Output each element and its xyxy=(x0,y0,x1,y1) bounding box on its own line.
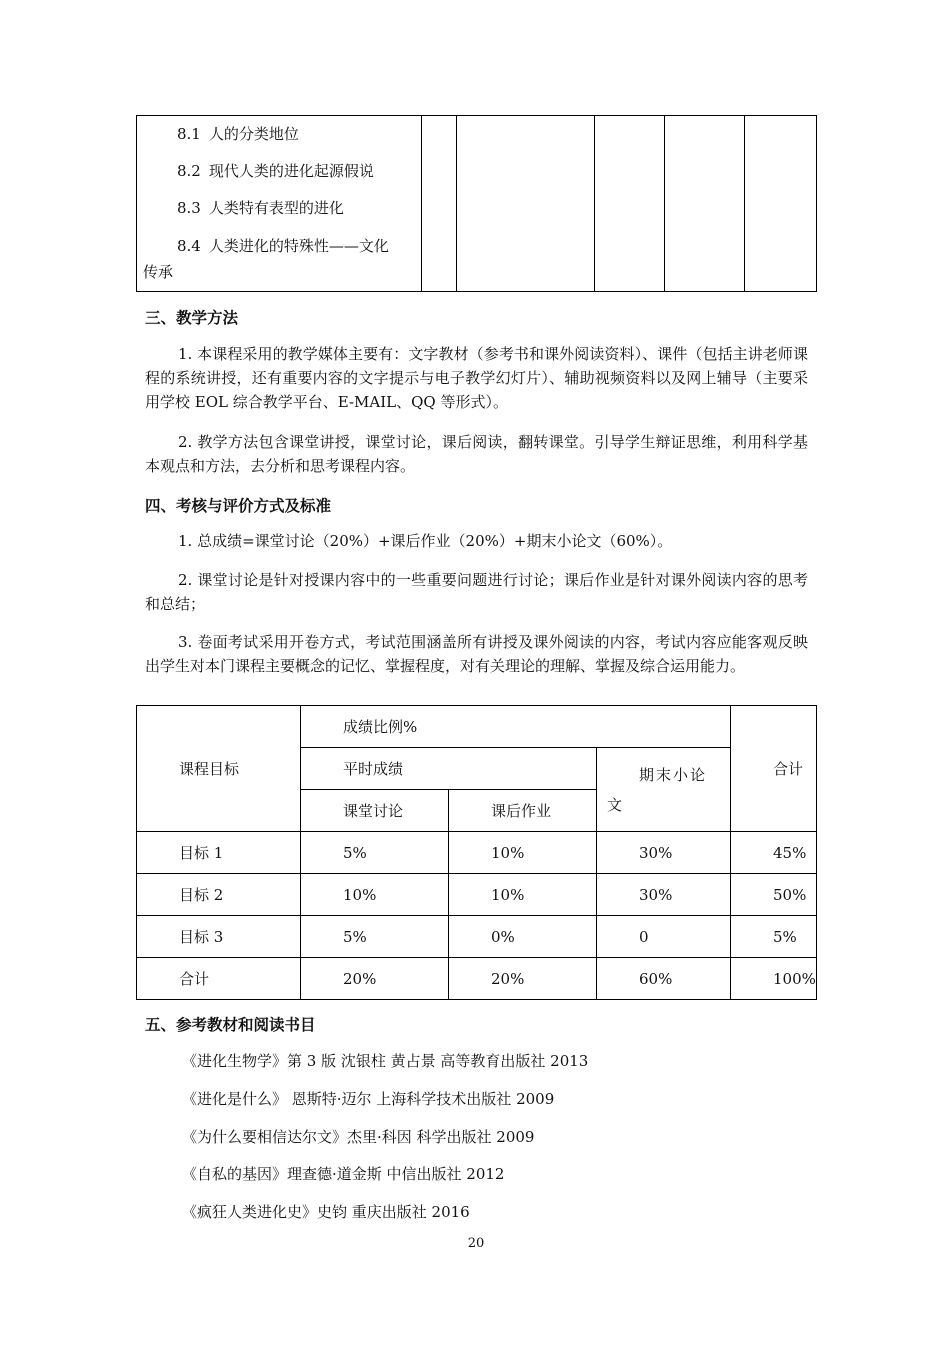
reference-item: 《进化是什么》 恩斯特·迈尔 上海科学技术出版社 2009 xyxy=(182,1090,555,1108)
empty-cell xyxy=(665,116,745,292)
topic-line: 8.3 人类特有表型的进化 xyxy=(177,199,344,217)
header-discussion: 课堂讨论 xyxy=(301,790,449,832)
table-row: 目标 2 10% 10% 30% 50% xyxy=(137,874,817,916)
empty-cell xyxy=(422,116,457,292)
score-table xyxy=(136,705,817,1000)
table-row: 目标 3 5% 0% 0 5% xyxy=(137,916,817,958)
header-ratio: 成绩比例% xyxy=(301,706,731,748)
table-row: 合计 20% 20% 60% 100% xyxy=(137,958,817,1000)
empty-cell xyxy=(595,116,665,292)
reference-item: 《自私的基因》理查德·道金斯 中信出版社 2012 xyxy=(182,1165,505,1183)
empty-cell xyxy=(457,116,595,292)
header-usual: 平时成绩 xyxy=(301,748,597,790)
header-goal: 课程目标 xyxy=(137,706,301,832)
chapter-topics-cell xyxy=(137,116,422,292)
header-total: 合计 xyxy=(731,706,817,832)
paragraph: 1. 总成绩=课堂讨论（20%）+课后作业（20%）+期末小论文（60%）。 xyxy=(178,532,673,550)
section-heading: 五、参考教材和阅读书目 xyxy=(145,1016,316,1034)
reference-item: 《进化生物学》第 3 版 沈银柱 黄占景 高等教育出版社 2013 xyxy=(182,1052,589,1070)
header-final: 期末小论 文 xyxy=(597,748,731,832)
reference-item: 《为什么要相信达尔文》杰里·科因 科学出版社 2009 xyxy=(182,1128,535,1146)
section-heading: 三、教学方法 xyxy=(145,309,239,327)
empty-cell xyxy=(745,116,817,292)
paragraph: 2. 课堂讨论是针对授课内容中的一些重要问题进行讨论；课后作业是针对课外阅读内容的思考和总结； xyxy=(145,571,808,613)
topic-line: 8.1 人的分类地位 xyxy=(177,125,299,143)
paragraph: 3. 卷面考试采用开卷方式，考试范围涵盖所有讲授及课外阅读的内容，考试内容应能客观反映出学生对本门课程主要概念的记忆、掌握程度，对有关理论的理解、掌握及综合运用能力。 xyxy=(145,633,808,675)
topic-line: 8.2 现代人类的进化起源假说 xyxy=(177,162,374,180)
header-homework: 课后作业 xyxy=(449,790,597,832)
section-heading: 四、考核与评价方式及标准 xyxy=(145,497,332,515)
topic-line: 8.4 人类进化的特殊性——文化 传承 xyxy=(143,237,389,281)
table-row: 目标 1 5% 10% 30% 45% xyxy=(137,832,817,874)
reference-item: 《疯狂人类进化史》史钧 重庆出版社 2016 xyxy=(182,1203,470,1221)
chapter-table xyxy=(136,115,817,292)
paragraph: 1. 本课程采用的教学媒体主要有：文字教材（参考书和课外阅读资料）、课件（包括主讲老师课程的系统讲授，还有重要内容的文字提示与电子教学幻灯片）、辅助视频资料以及网上辅导（主要采用学校 EOL 综合教学平台、E-MAIL、QQ 等形式）。 xyxy=(145,345,808,411)
paragraph: 2. 教学方法包含课堂讲授，课堂讨论，课后阅读，翻转课堂。引导学生辩证思维，利用科学基本观点和方法，去分析和思考课程内容。 xyxy=(145,433,808,475)
page-number: 20 xyxy=(467,1236,485,1251)
